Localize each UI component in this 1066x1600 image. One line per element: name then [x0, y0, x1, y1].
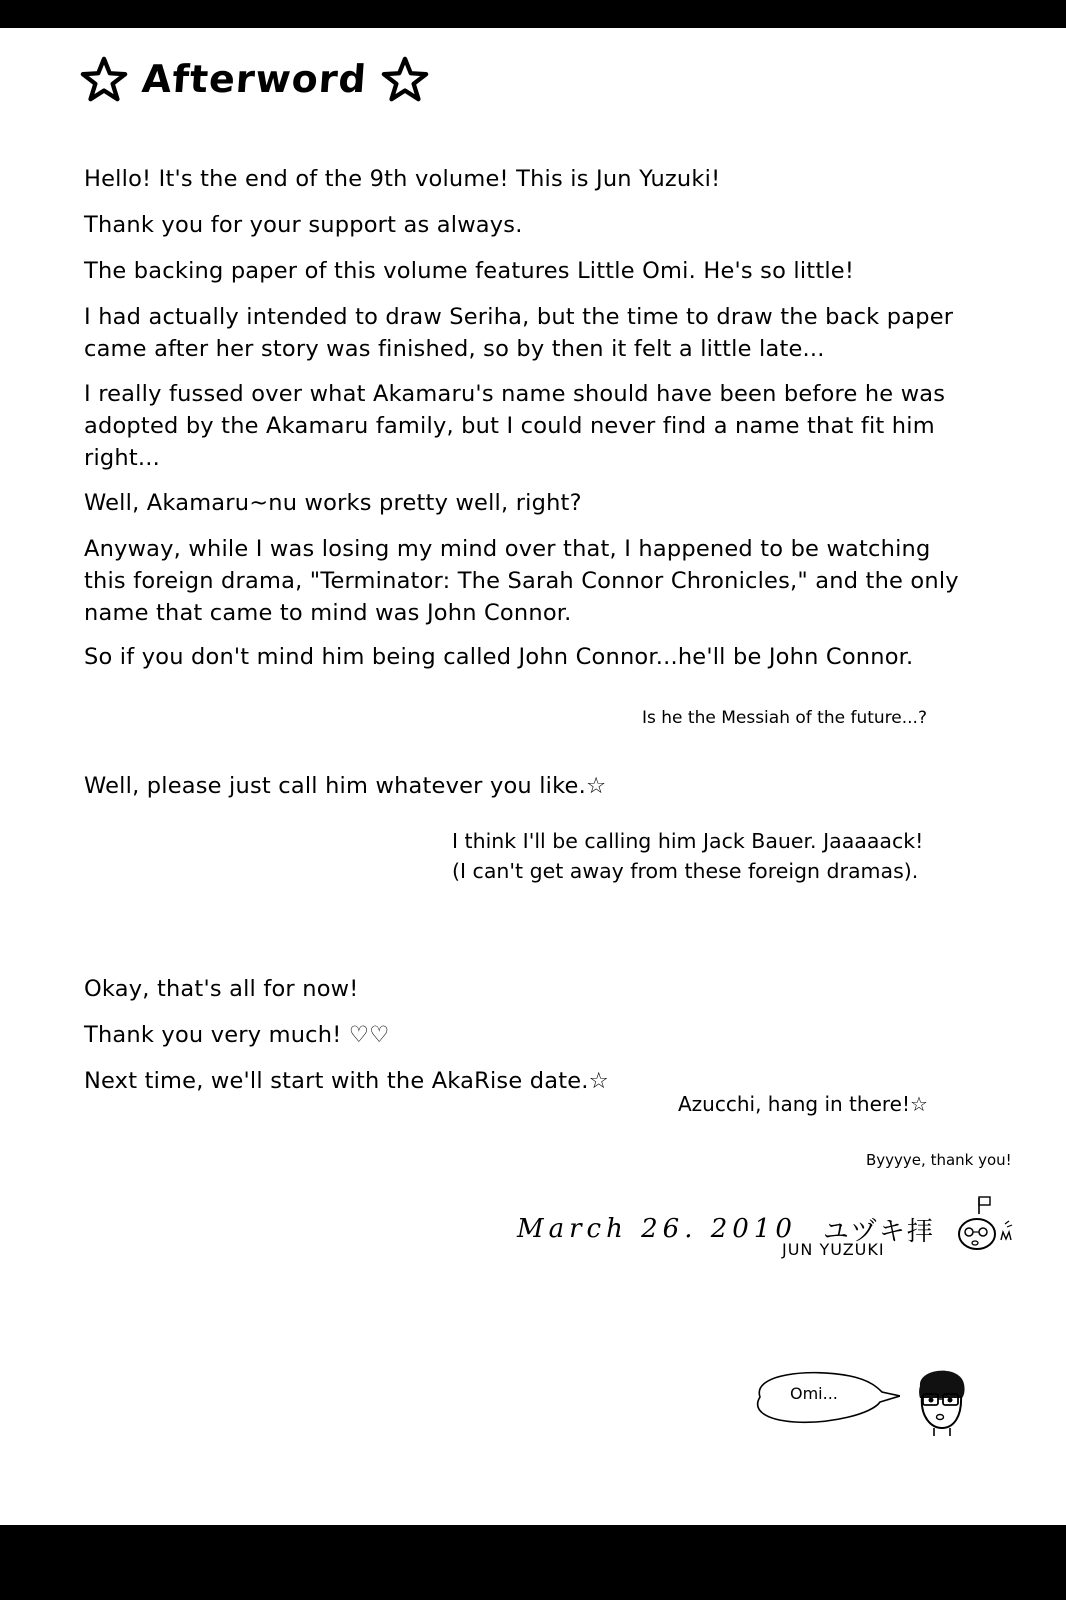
author-face-doodle-icon [949, 1194, 1019, 1264]
paragraph-greeting: Hello! It's the end of the 9th volume! This is Jun Yuzuki! [84, 166, 721, 192]
signature [517, 1194, 1019, 1264]
page-title: Afterword [140, 57, 369, 101]
note-byyyye: Byyyye, thank you! [866, 1151, 1012, 1169]
note-jack-line: (I can't get away from these foreign dramas). [452, 859, 919, 883]
paragraph-backing-paper: The backing paper of this volume features Little Omi. He's so little! [84, 258, 855, 284]
paragraph-next-time: Next time, we'll start with the AkaRise date.☆ [84, 1068, 609, 1094]
paragraph-akamaru-nu: Well, Akamaru~nu works pretty well, right? [84, 490, 582, 516]
paragraph-terminator: Anyway, while I was losing my mind over that, I happened to be watching this foreign drama, "Terminator: The Sarah Connor Chronicles," and the only name that came to mind was John Connor. [84, 536, 959, 626]
note-jack-line: I think I'll be calling him Jack Bauer. Jaaaaack! [452, 829, 924, 853]
star-outline-icon [80, 55, 128, 103]
note-azucchi: Azucchi, hang in there!☆ [678, 1092, 928, 1116]
paragraph-whatever: Well, please just call him whatever you like.☆ [84, 773, 607, 799]
top-black-band [0, 0, 1066, 28]
note-messiah: Is he the Messiah of the future...? [642, 708, 927, 728]
signature-name: JUN YUZUKI [782, 1240, 885, 1259]
paragraph-john-connor: So if you don't mind him being called John Connor...he'll be John Connor. [84, 644, 914, 670]
paragraph-akamaru-name: I really fussed over what Akamaru's name should have been before he was adopted by the Akamaru family, but I could never find a name that fit him right... [84, 381, 946, 471]
header [80, 44, 429, 114]
bottom-black-band [0, 1525, 1066, 1600]
paragraph-okay: Okay, that's all for now! [84, 976, 359, 1002]
speech-bubble [740, 1362, 900, 1432]
signature-japanese: ユヅキ拝 [822, 1216, 935, 1247]
star-outline-icon [381, 55, 429, 103]
note-jack-bauer [452, 826, 923, 886]
signature-date: March 26. 2010 [517, 1214, 797, 1244]
paragraph-thank-you: Thank you very much! ♡♡ [84, 1022, 390, 1048]
paragraph-thanks: Thank you for your support as always. [84, 212, 523, 238]
omi-face-doodle-icon [906, 1360, 976, 1436]
speech-bubble-text: Omi... [790, 1384, 838, 1403]
paragraph-seriha: I had actually intended to draw Seriha, but the time to draw the back paper came after her story was finished, so by then it felt a little late... [84, 304, 954, 362]
